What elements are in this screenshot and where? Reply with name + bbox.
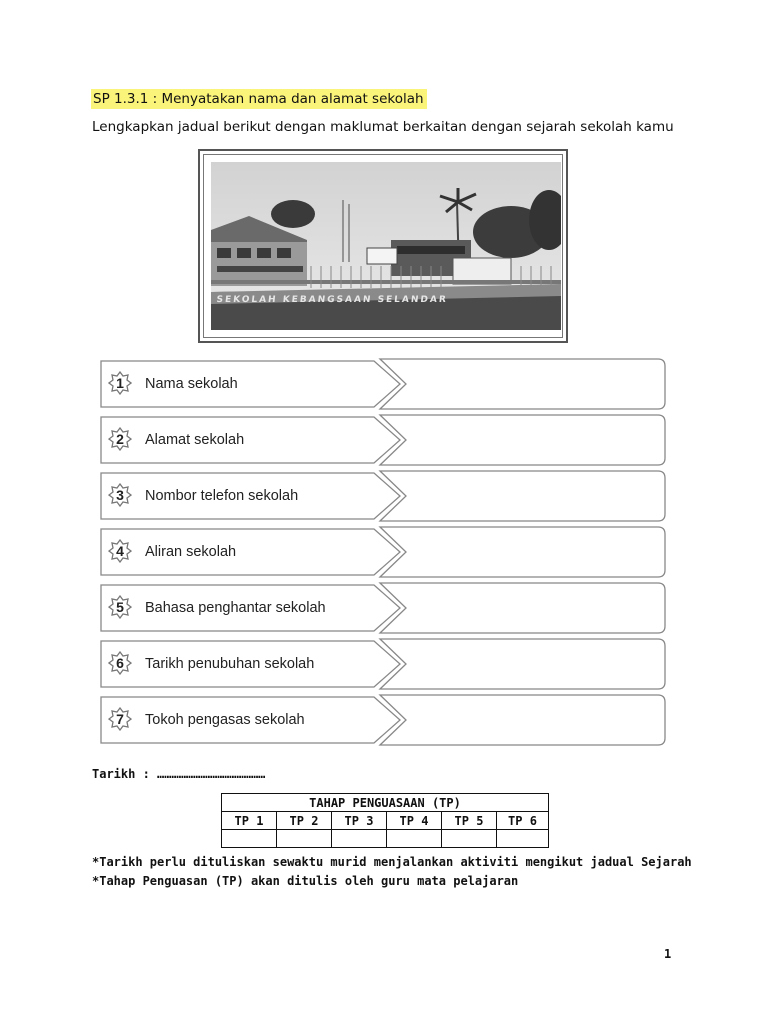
row-number: 5 bbox=[116, 599, 124, 615]
school-banner-text: SEKOLAH KEBANGSAAN SELANDAR bbox=[215, 295, 449, 305]
tp-level-cell[interactable] bbox=[222, 830, 277, 848]
tp-level-header: TP 3 bbox=[332, 812, 387, 830]
info-row-4 bbox=[100, 526, 666, 578]
info-row-3 bbox=[100, 470, 666, 522]
row-label: Tokoh pengasas sekolah bbox=[145, 712, 305, 728]
section-heading: SP 1.3.1 : Menyatakan nama dan alamat sekolah bbox=[91, 89, 427, 109]
row-number: 2 bbox=[116, 431, 124, 447]
row-number: 4 bbox=[116, 543, 124, 559]
answer-field-alamat-sekolah[interactable] bbox=[402, 418, 660, 460]
school-photo-frame bbox=[198, 149, 568, 343]
row-number: 7 bbox=[116, 711, 124, 727]
note-date: *Tarikh perlu dituliskan sewaktu murid menjalankan aktiviti mengikut jadual Sejarah bbox=[92, 855, 692, 869]
row-label: Bahasa penghantar sekolah bbox=[145, 600, 326, 616]
tp-level-header: TP 1 bbox=[222, 812, 277, 830]
tp-level-header: TP 2 bbox=[277, 812, 332, 830]
note-tp: *Tahap Penguasan (TP) akan ditulis oleh guru mata pelajaran bbox=[92, 874, 519, 888]
answer-field-tokoh-pengasas[interactable] bbox=[402, 698, 660, 740]
tp-level-header: TP 5 bbox=[442, 812, 497, 830]
info-row-6 bbox=[100, 638, 666, 690]
answer-field-nombor-telefon[interactable] bbox=[402, 474, 660, 516]
answer-field-aliran-sekolah[interactable] bbox=[402, 530, 660, 572]
info-row-5 bbox=[100, 582, 666, 634]
instruction-text: Lengkapkan jadual berikut dengan maklumat berkaitan dengan sejarah sekolah kamu bbox=[92, 119, 674, 135]
tp-mastery-table bbox=[221, 793, 549, 848]
tp-level-header: TP 4 bbox=[387, 812, 442, 830]
answer-field-bahasa-penghantar[interactable] bbox=[402, 586, 660, 628]
info-row-2 bbox=[100, 414, 666, 466]
tp-level-cell[interactable] bbox=[442, 830, 497, 848]
info-row-7 bbox=[100, 694, 666, 746]
row-number: 3 bbox=[116, 487, 124, 503]
school-photo bbox=[203, 154, 563, 338]
answer-field-tarikh-penubuhan[interactable] bbox=[402, 642, 660, 684]
date-line: Tarikh : ……………………………………… bbox=[92, 767, 266, 781]
row-number: 1 bbox=[116, 375, 124, 391]
info-row-1 bbox=[100, 358, 666, 410]
row-label: Alamat sekolah bbox=[145, 432, 245, 448]
tp-level-cell[interactable] bbox=[277, 830, 332, 848]
row-label: Tarikh penubuhan sekolah bbox=[145, 656, 315, 672]
tp-table-title: TAHAP PENGUASAAN (TP) bbox=[222, 794, 549, 812]
tp-level-cell[interactable] bbox=[387, 830, 442, 848]
row-label: Nombor telefon sekolah bbox=[145, 488, 299, 504]
tp-level-header: TP 6 bbox=[497, 812, 549, 830]
tp-level-cell[interactable] bbox=[497, 830, 549, 848]
row-label: Nama sekolah bbox=[145, 376, 238, 392]
answer-field-nama-sekolah[interactable] bbox=[402, 362, 660, 404]
row-number: 6 bbox=[116, 655, 124, 671]
page-number: 1 bbox=[664, 947, 672, 961]
tp-level-cell[interactable] bbox=[332, 830, 387, 848]
row-label: Aliran sekolah bbox=[145, 544, 237, 560]
school-photo-image bbox=[211, 162, 561, 330]
